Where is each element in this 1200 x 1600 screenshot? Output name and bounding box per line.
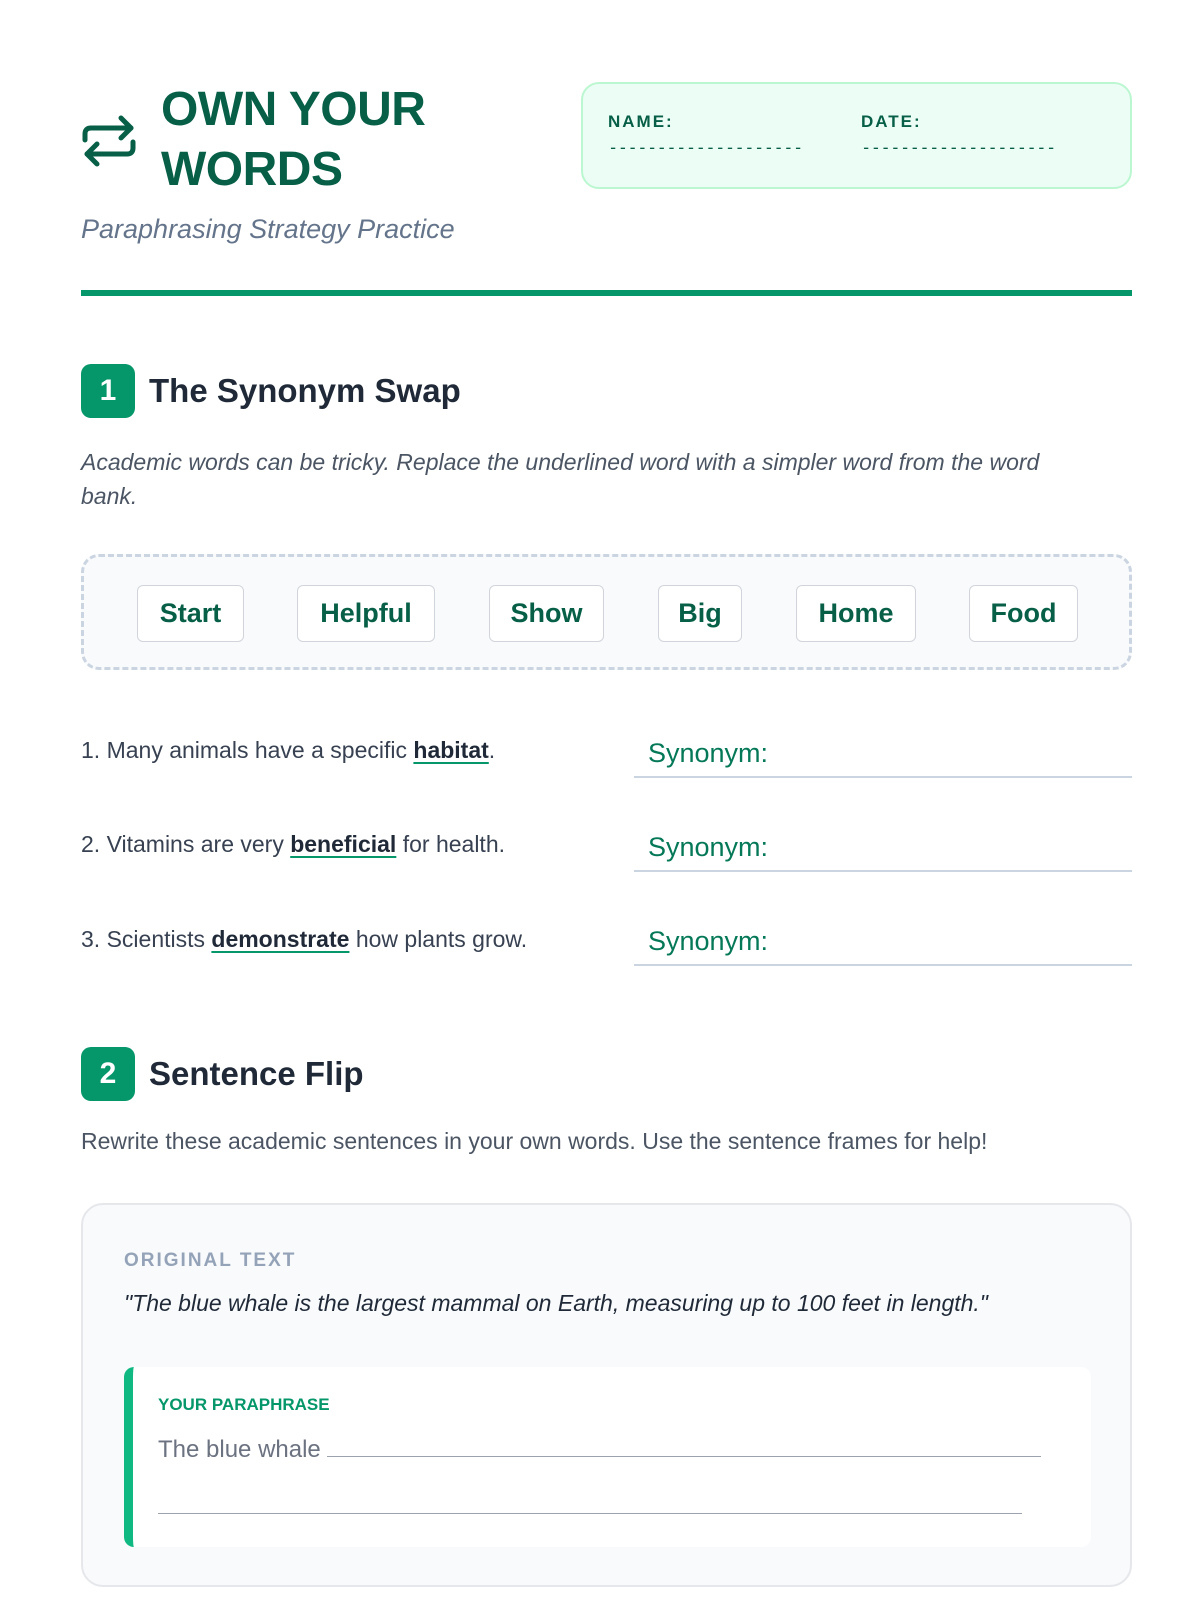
paraphrase-label: YOUR PARAPHRASE [158,1395,330,1414]
name-blank: -------------------- [608,138,803,158]
target-word: demonstrate [211,926,350,952]
question-text: . [488,737,496,763]
name-date-box [581,82,1132,189]
section-title: Sentence Flip [149,1055,364,1092]
header-divider [81,290,1132,296]
sentence-frame[interactable] [158,1433,1041,1464]
question-text: how plants grow. [349,926,528,952]
section-title: The Synonym Swap [149,372,461,409]
synonym-answer-field[interactable] [634,920,1132,966]
answer-blank[interactable] [327,1433,1041,1457]
page-title: OWN YOUR WORDS [161,83,426,196]
word-chip[interactable]: Food [969,585,1078,642]
name-field[interactable] [608,112,803,158]
question-2 [81,831,505,858]
date-field[interactable] [861,112,1056,158]
question-1 [81,737,495,764]
section-number-badge: 2 [81,1047,135,1101]
original-text: "The blue whale is the largest mammal on Earth, measuring up to 100 feet in length." [124,1290,988,1316]
target-word: beneficial [290,831,397,857]
section-1-instruction: Academic words can be tricky. Replace the underlined word with a simpler word from the word bank. [81,449,1040,509]
original-text-label: ORIGINAL TEXT [124,1250,297,1271]
question-3 [81,926,527,953]
question-text: 1. Many animals have a specific [81,737,414,763]
paraphrase-box[interactable] [124,1367,1091,1547]
date-label: DATE: [861,112,922,131]
page-subtitle: Paraphrasing Strategy Practice [81,214,455,244]
section-2-instruction: Rewrite these academic sentences in your own words. Use the sentence frames for help! [81,1128,988,1154]
target-word: habitat [413,737,489,763]
question-text: for health. [396,831,506,857]
word-chip[interactable]: Show [489,585,604,642]
word-chip[interactable]: Big [658,585,742,642]
paraphrase-card [81,1203,1132,1587]
word-bank [81,554,1132,670]
word-chip[interactable]: Start [137,585,244,642]
answer-line[interactable] [158,1513,1022,1514]
swap-arrows-icon [81,110,137,170]
synonym-answer-field[interactable] [634,826,1132,872]
frame-start-text: The blue whale [158,1436,321,1463]
date-blank: -------------------- [861,138,1056,158]
word-chip[interactable]: Helpful [297,585,435,642]
synonym-label: Synonym: [648,738,769,768]
section-number-badge: 1 [81,364,135,418]
question-text: 2. Vitamins are very [81,831,291,857]
word-chip[interactable]: Home [796,585,916,642]
question-text: 3. Scientists [81,926,212,952]
name-label: NAME: [608,112,674,131]
synonym-label: Synonym: [648,926,769,956]
worksheet-header [81,80,1132,250]
synonym-answer-field[interactable] [634,732,1132,778]
synonym-label: Synonym: [648,832,769,862]
